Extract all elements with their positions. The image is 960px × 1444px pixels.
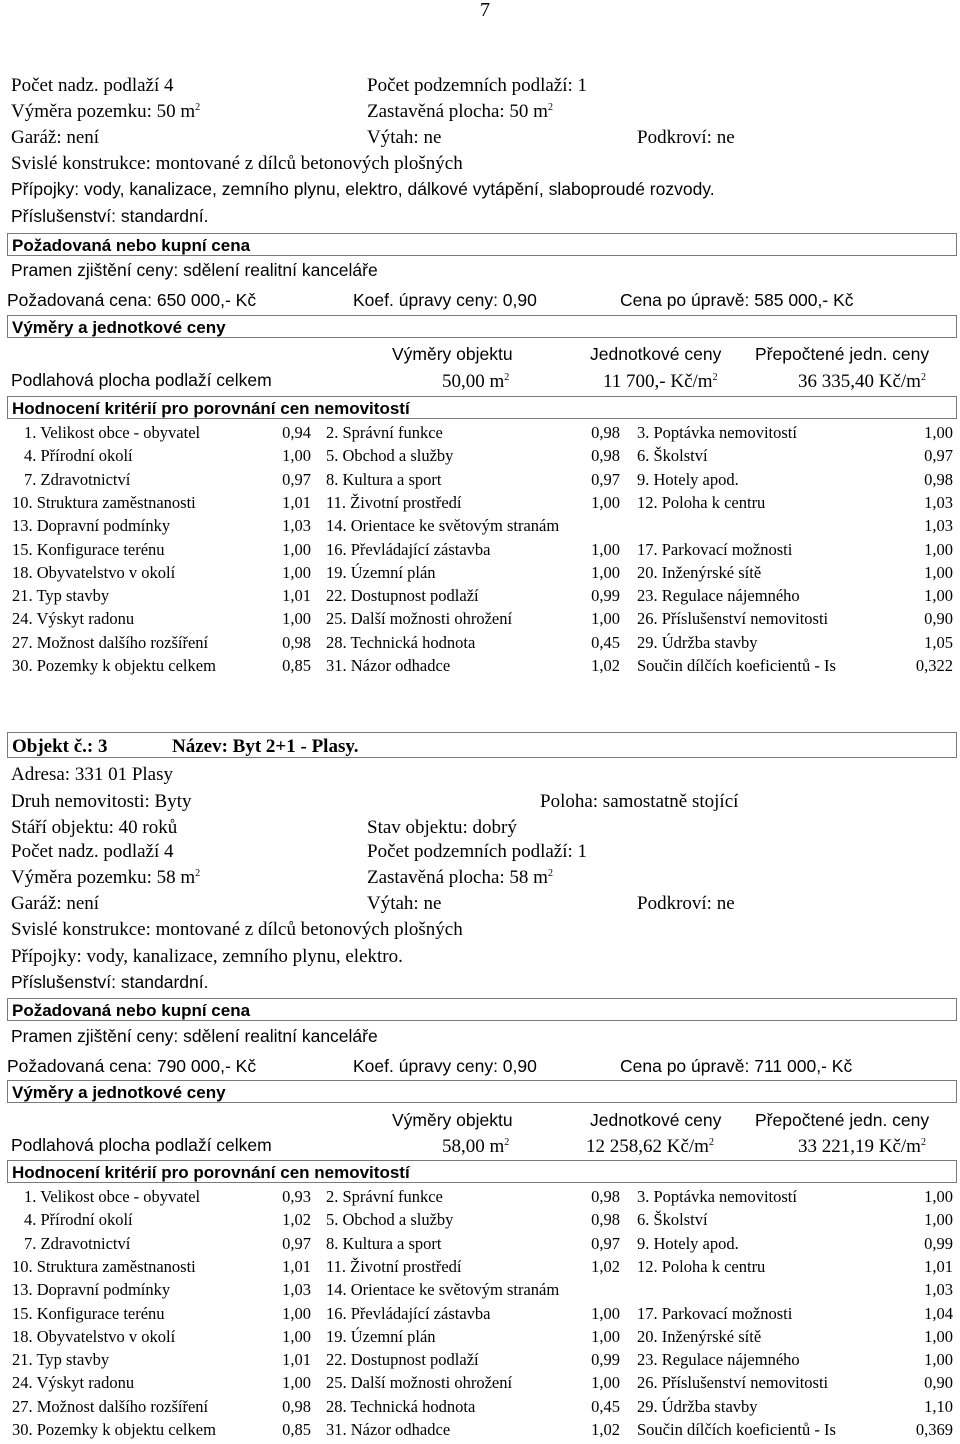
criterion-value: 0,99 — [591, 586, 620, 606]
criterion-value: 1,03 — [924, 1280, 953, 1300]
criteria-header-bar — [7, 396, 957, 419]
criterion-value: 0,98 — [591, 1187, 620, 1206]
recalc-price-value: 36 335,40 $Kč/m^2$ — [798, 371, 926, 392]
criterion-label: 15. Konfigurace terénu — [12, 1303, 165, 1323]
criterion-value: 1,00 — [924, 1210, 953, 1230]
garage: Garáž: není — [11, 127, 100, 148]
criterion-label: 22. Dostupnost podlaží — [326, 586, 479, 606]
criterion-label: 18. Obyvatelstvo v okolí — [12, 562, 176, 582]
criterion-value: 0,45 — [591, 1396, 620, 1416]
criterion-value: 0,97 — [282, 1233, 311, 1253]
criterion-value: 1,01 — [924, 1256, 953, 1276]
criterion-value: 1,01 — [282, 586, 311, 606]
criteria-header: Hodnocení kritérií pro porovnání cen nemovitostí — [12, 1163, 410, 1182]
criterion-value: 1,00 — [924, 539, 953, 559]
criterion-label: 4. Přírodní okolí — [24, 446, 133, 466]
criterion-label: 6. Školství — [637, 446, 708, 466]
col-recalc-price: Přepočtené jedn. ceny — [755, 344, 930, 364]
criterion-value: 0,99 — [591, 1350, 620, 1370]
utilities: Přípojky: vody, kanalizace, zemního plynu, elektro. — [11, 946, 403, 967]
criterion-value: 1,00 — [282, 609, 311, 629]
col-unit-price: Jednotkové ceny — [590, 1110, 722, 1130]
criterion-label: 6. Školství — [637, 1210, 708, 1230]
criterion-label: 11. Životní prostředí — [326, 492, 462, 512]
col-recalc-price: Přepočtené jedn. ceny — [755, 1110, 930, 1130]
criterion-label: 17. Parkovací možnosti — [637, 539, 793, 559]
object-header — [7, 732, 957, 758]
criterion-value: 0,93 — [282, 1187, 311, 1206]
property-type: Druh nemovitosti: Byty — [11, 791, 192, 812]
criterion-value: 0,97 — [282, 469, 311, 489]
criteria-header: Hodnocení kritérií pro porovnání cen nemovitostí — [12, 399, 410, 418]
criterion-label: 15. Konfigurace terénu — [12, 539, 165, 559]
criterion-value: 0,98 — [282, 1396, 311, 1416]
criterion-label: 29. Údržba stavby — [637, 1396, 758, 1416]
criterion-value: 1,03 — [924, 516, 953, 536]
page-number: 7 — [480, 0, 490, 21]
object-number: Objekt č.: 3 — [12, 736, 108, 757]
criterion-label: 20. Inženýrské sítě — [637, 1326, 762, 1346]
criterion-label: 21. Typ stavby — [12, 1350, 110, 1370]
areas-header-bar — [7, 315, 957, 338]
price-source: Pramen zjištění ceny: sdělení realitní kanceláře — [11, 260, 378, 280]
criterion-label: 3. Poptávka nemovitostí — [637, 423, 797, 442]
criterion-value: 0,85 — [282, 656, 311, 675]
criterion-value: 1,00 — [591, 1303, 620, 1323]
accessories: Příslušenství: standardní. — [11, 206, 209, 226]
criterion-value: 1,00 — [591, 1326, 620, 1346]
floor-area-value: 50,00 $m^2$ — [442, 371, 510, 392]
criterion-value: 1,02 — [591, 656, 620, 675]
criterion-label: 22. Dostupnost podlaží — [326, 1350, 479, 1370]
criterion-label: 9. Hotely apod. — [637, 469, 739, 489]
criterion-value: 0,90 — [924, 1373, 953, 1393]
criteria-header-bar — [7, 1160, 957, 1183]
criterion-value: 1,01 — [282, 1256, 311, 1276]
criterion-value: 0,85 — [282, 1420, 311, 1439]
plot-area: Výměra pozemku: 58 $m^2$ — [11, 867, 201, 888]
state: Stav objektu: dobrý — [367, 817, 517, 838]
criterion-label: 23. Regulace nájemného — [637, 1350, 800, 1370]
criterion-label: 8. Kultura a sport — [326, 469, 442, 489]
criterion-label: 11. Životní prostředí — [326, 1256, 462, 1276]
criterion-label: 25. Další možnosti ohrožení — [326, 1373, 513, 1393]
accessories: Příslušenství: standardní. — [11, 972, 209, 992]
floors: Počet nadz. podlaží 4 — [11, 841, 174, 862]
criterion-label: 4. Přírodní okolí — [24, 1210, 133, 1230]
criterion-value: 1,01 — [282, 492, 311, 512]
criterion-label: 27. Možnost dalšího rozšíření — [12, 632, 209, 652]
criterion-value: 0,369 — [915, 1420, 953, 1439]
criterion-label: 17. Parkovací možnosti — [637, 1303, 793, 1323]
price-header: Požadovaná nebo kupní cena — [12, 1001, 251, 1020]
asked-price: Požadovaná cena: 650 000,- Kč — [7, 290, 257, 310]
criterion-value: 1,00 — [591, 1373, 620, 1393]
areas-header: Výměry a jednotkové ceny — [12, 1083, 226, 1102]
criterion-label: 27. Možnost dalšího rozšíření — [12, 1396, 209, 1416]
adjusted-price: Cena po úpravě: 711 000,- Kč — [620, 1056, 853, 1076]
criterion-label: 25. Další možnosti ohrožení — [326, 609, 513, 629]
price-header-bar — [7, 998, 957, 1021]
criterion-label: 8. Kultura a sport — [326, 1233, 442, 1253]
criterion-value: 1,01 — [282, 1350, 311, 1370]
criterion-label: 1. Velikost obce - obyvatel — [24, 423, 201, 442]
criterion-value: 0,98 — [591, 1210, 620, 1230]
criterion-value: 1,02 — [591, 1256, 620, 1276]
structure: Svislé konstrukce: montované z dílců betonových plošných — [11, 153, 463, 174]
criterion-value: 1,00 — [924, 562, 953, 582]
recalc-price-value: 33 221,19 $Kč/m^2$ — [798, 1136, 926, 1157]
criterion-value: 0,99 — [924, 1233, 953, 1253]
structure: Svislé konstrukce: montované z dílců betonových plošných — [11, 919, 463, 940]
criterion-value: 1,00 — [924, 1187, 953, 1206]
col-areas: Výměry objektu — [392, 344, 513, 364]
criterion-value: 1,00 — [591, 539, 620, 559]
object-name: Název: Byt 2+1 - Plasy. — [172, 736, 359, 757]
age: Stáří objektu: 40 roků — [11, 817, 178, 838]
criterion-value: 1,10 — [924, 1396, 953, 1416]
criterion-label: 12. Poloha k centru — [637, 1256, 766, 1276]
price-header-bar — [7, 233, 957, 256]
criterion-label: 20. Inženýrské sítě — [637, 562, 762, 582]
criterion-label: 2. Správní funkce — [326, 1187, 443, 1206]
garage: Garáž: není — [11, 893, 100, 914]
criterion-label: 5. Obchod a služby — [326, 446, 454, 466]
col-areas: Výměry objektu — [392, 1110, 513, 1130]
criterion-value: 1,00 — [591, 609, 620, 629]
criterion-value: 1,00 — [282, 1326, 311, 1346]
criterion-value: 1,00 — [282, 1303, 311, 1323]
col-unit-price: Jednotkové ceny — [590, 344, 722, 364]
criterion-label: 16. Převládající zástavba — [326, 539, 491, 559]
criterion-label: 26. Příslušenství nemovitosti — [637, 609, 829, 629]
criterion-label: 26. Příslušenství nemovitosti — [637, 1373, 829, 1393]
criterion-label: Součin dílčích koeficientů - Is — [637, 656, 836, 675]
criterion-value: 0,45 — [591, 632, 620, 652]
criterion-label: 7. Zdravotnictví — [24, 1233, 131, 1253]
criterion-value: 0,322 — [915, 656, 953, 675]
floor-area-label: Podlahová plocha podlaží celkem — [11, 370, 272, 390]
criterion-label: 30. Pozemky k objektu celkem — [12, 1420, 216, 1439]
criterion-value: 1,00 — [282, 446, 311, 466]
plot-area: Výměra pozemku: 50 $m^2$ — [11, 101, 201, 122]
criterion-value: 1,02 — [591, 1420, 620, 1439]
criterion-value: 1,00 — [591, 492, 620, 512]
criterion-label: 24. Výskyt radonu — [12, 1373, 135, 1393]
criterion-label: 18. Obyvatelstvo v okolí — [12, 1326, 176, 1346]
criterion-label: 19. Územní plán — [326, 1326, 436, 1346]
criterion-label: 7. Zdravotnictví — [24, 469, 131, 489]
criterion-label: 29. Údržba stavby — [637, 632, 758, 652]
criterion-label: 13. Dopravní podmínky — [12, 516, 171, 536]
criterion-label: 31. Názor odhadce — [326, 656, 451, 675]
criterion-label: 10. Struktura zaměstnanosti — [12, 1256, 196, 1276]
position: Poloha: samostatně stojící — [540, 791, 739, 812]
criterion-value: 0,90 — [924, 609, 953, 629]
criterion-label: 16. Převládající zástavba — [326, 1303, 491, 1323]
unit-price-value: 12 258,62 $Kč/m^2$ — [586, 1136, 714, 1157]
criterion-label: 31. Názor odhadce — [326, 1420, 451, 1439]
criterion-value: 1,03 — [282, 516, 311, 536]
adjusted-price: Cena po úpravě: 585 000,- Kč — [620, 290, 854, 310]
attic: Podkroví: ne — [637, 127, 735, 148]
criterion-label: 1. Velikost obce - obyvatel — [24, 1187, 201, 1206]
criterion-value: 1,03 — [282, 1280, 311, 1300]
areas-header: Výměry a jednotkové ceny — [12, 318, 226, 337]
lift: Výtah: ne — [367, 893, 442, 914]
price-source: Pramen zjištění ceny: sdělení realitní kanceláře — [11, 1026, 378, 1046]
criterion-value: 0,97 — [591, 469, 620, 489]
areas-header-bar — [7, 1080, 957, 1103]
criterion-value: 0,98 — [924, 469, 953, 489]
price-header: Požadovaná nebo kupní cena — [12, 236, 251, 255]
criterion-label: 19. Územní plán — [326, 562, 436, 582]
criterion-value: 1,00 — [282, 1373, 311, 1393]
criterion-value: 1,00 — [924, 1350, 953, 1370]
criterion-label: 10. Struktura zaměstnanosti — [12, 492, 196, 512]
criterion-label: Součin dílčích koeficientů - Is — [637, 1420, 836, 1439]
criterion-value: 1,00 — [924, 586, 953, 606]
built-area: Zastavěná plocha: 58 $m^2$ — [367, 867, 553, 888]
criterion-value: 0,97 — [591, 1233, 620, 1253]
criterion-label: 13. Dopravní podmínky — [12, 1280, 171, 1300]
utilities: Přípojky: vody, kanalizace, zemního plynu, elektro, dálkové vytápění, slaboproudé rozvody. — [11, 179, 715, 199]
criterion-value: 0,98 — [591, 446, 620, 466]
criterion-label: 9. Hotely apod. — [637, 1233, 739, 1253]
criterion-value: 0,97 — [924, 446, 953, 466]
criterion-label: 23. Regulace nájemného — [637, 586, 800, 606]
criterion-value: 1,04 — [924, 1303, 953, 1323]
criterion-label: 21. Typ stavby — [12, 586, 110, 606]
unit-price-value: 11 700,- $Kč/m^2$ — [603, 371, 718, 392]
criterion-value: 1,02 — [282, 1210, 311, 1230]
underground-floors: Počet podzemních podlaží: 1 — [367, 75, 588, 96]
criterion-value: 1,05 — [924, 632, 953, 652]
criterion-value: 0,98 — [591, 423, 620, 442]
criterion-label: 3. Poptávka nemovitostí — [637, 1187, 797, 1206]
criterion-value: 1,00 — [924, 1326, 953, 1346]
criterion-value: 1,00 — [591, 562, 620, 582]
underground-floors: Počet podzemních podlaží: 1 — [367, 841, 588, 862]
criterion-value: 0,98 — [282, 632, 311, 652]
lift: Výtah: ne — [367, 127, 442, 148]
criterion-value: 0,94 — [282, 423, 311, 442]
criterion-value: 1,03 — [924, 492, 953, 512]
criterion-label: 14. Orientace ke světovým stranám — [326, 516, 560, 536]
floor-area-label: Podlahová plocha podlaží celkem — [11, 1135, 272, 1155]
address: Adresa: 331 01 Plasy — [11, 764, 174, 785]
criterion-label: 28. Technická hodnota — [326, 1396, 476, 1416]
price-coefficient: Koef. úpravy ceny: 0,90 — [353, 1056, 537, 1076]
criterion-value: 1,00 — [924, 423, 953, 442]
criterion-label: 12. Poloha k centru — [637, 492, 766, 512]
criterion-label: 5. Obchod a služby — [326, 1210, 454, 1230]
criterion-value: 1,00 — [282, 539, 311, 559]
criterion-value: 1,00 — [282, 562, 311, 582]
criterion-label: 2. Správní funkce — [326, 423, 443, 442]
floors: Počet nadz. podlaží 4 — [11, 75, 174, 96]
criterion-label: 14. Orientace ke světovým stranám — [326, 1280, 560, 1300]
criterion-label: 28. Technická hodnota — [326, 632, 476, 652]
floor-area-value: 58,00 $m^2$ — [442, 1136, 510, 1157]
criterion-label: 30. Pozemky k objektu celkem — [12, 656, 216, 675]
asked-price: Požadovaná cena: 790 000,- Kč — [7, 1056, 257, 1076]
attic: Podkroví: ne — [637, 893, 735, 914]
price-coefficient: Koef. úpravy ceny: 0,90 — [353, 290, 537, 310]
built-area: Zastavěná plocha: 50 $m^2$ — [367, 101, 553, 122]
criterion-label: 24. Výskyt radonu — [12, 609, 135, 629]
